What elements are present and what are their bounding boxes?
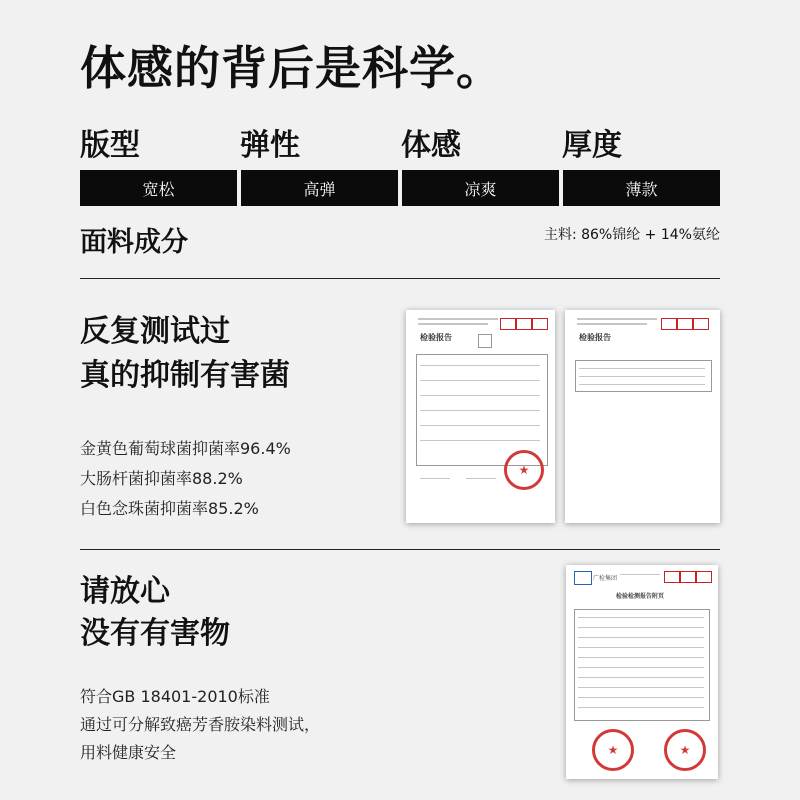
fabric-label: 面料成分	[80, 227, 188, 258]
official-seal-icon: ★	[504, 450, 544, 490]
official-seal-icon: ★	[592, 729, 634, 771]
ilac-logo-icon	[693, 318, 709, 330]
safety-line-1: 符合GB 18401-2010标准	[80, 687, 270, 706]
safety-line-3: 用料健康安全	[80, 743, 177, 762]
cnas-logo-icon	[516, 318, 532, 330]
test-report-image-2	[565, 310, 720, 523]
prop-value-feel: 凉爽	[402, 170, 559, 206]
official-seal-icon: ★	[664, 729, 706, 771]
report-title: 检验报告	[579, 333, 611, 342]
page-title: 体感的背后是科学。	[80, 41, 503, 95]
report-table	[574, 609, 710, 721]
prop-value-elasticity: 高弹	[241, 170, 398, 206]
safety-line-2: 通过可分解致癌芳香胺染料测试，	[80, 715, 321, 734]
prop-label-elasticity: 弹性	[240, 128, 300, 163]
cma-logo-icon	[664, 571, 680, 583]
antibacterial-rate-2: 大肠杆菌抑菌率88.2%	[80, 469, 243, 488]
antibacterial-rate-3: 白色念珠菌抑菌率85.2%	[80, 499, 259, 518]
qr-code-icon	[478, 334, 492, 348]
test-report-image-3	[566, 565, 718, 779]
report-title: 检验报告	[420, 333, 452, 342]
cma-logo-icon	[500, 318, 516, 330]
report-title: 检验检测报告附页	[616, 593, 665, 600]
prop-label-feel: 体感	[401, 128, 461, 163]
antibacterial-rate-1: 金黄色葡萄球菌抑菌率96.4%	[80, 439, 291, 458]
fabric-value: 主料: 86%锦纶 + 14%氨纶	[543, 227, 720, 243]
test-report-image-1	[406, 310, 555, 523]
safety-heading-line1: 请放心	[80, 574, 170, 609]
cnas-logo-icon	[677, 318, 693, 330]
cnas-logo-icon	[680, 571, 696, 583]
lab-logo-text: 广检集团	[593, 575, 618, 582]
prop-label-fit: 版型	[80, 128, 140, 163]
safety-heading-line2: 没有有害物	[80, 616, 230, 651]
ilac-logo-icon	[696, 571, 712, 583]
ilac-logo-icon	[532, 318, 548, 330]
cma-logo-icon	[661, 318, 677, 330]
antibacterial-heading-line2: 真的抑制有害菌	[80, 358, 290, 393]
prop-value-thickness: 薄款	[563, 170, 720, 206]
divider	[80, 278, 720, 279]
prop-value-fit: 宽松	[80, 170, 237, 206]
antibacterial-heading-line1: 反复测试过	[80, 314, 230, 349]
divider	[80, 549, 720, 550]
lab-logo-icon	[574, 571, 592, 585]
prop-label-thickness: 厚度	[562, 128, 622, 163]
